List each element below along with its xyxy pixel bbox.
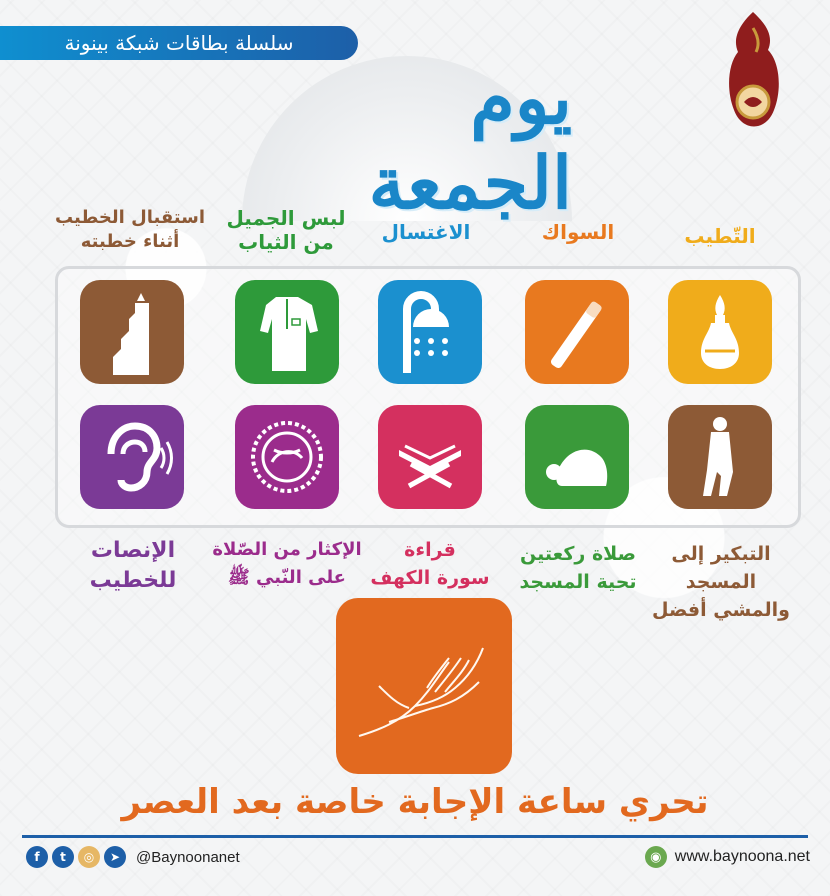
baynoona-logo [722, 10, 784, 150]
label-early-line1: التبكير إلى المسجد [671, 543, 771, 593]
facebook-icon[interactable]: f [26, 846, 48, 868]
tile-listening [80, 405, 184, 509]
tile-miswak [525, 280, 629, 384]
perfume-bottle-icon [677, 289, 763, 375]
series-banner-text: سلسلة بطاقات شبكة بينونة [64, 31, 294, 55]
tile-shower [378, 280, 482, 384]
tile-prayer [525, 405, 629, 509]
twitter-icon[interactable]: t [52, 846, 74, 868]
label-salawat [202, 536, 372, 592]
tile-perfume [668, 280, 772, 384]
label-khatib [55, 206, 205, 254]
label-clothes [211, 206, 361, 254]
label-perfume: التّطيب [684, 224, 756, 248]
prostrating-man-icon [534, 414, 620, 500]
minbar-icon [89, 289, 175, 375]
globe-icon: ◉ [645, 846, 667, 868]
walking-man-icon [677, 414, 763, 500]
social-handle[interactable]: @Baynoonanet [136, 848, 240, 866]
tile-minbar [80, 280, 184, 384]
tile-dua [336, 598, 512, 774]
label-tahiyyah-line1: صلاة ركعتين [520, 543, 636, 565]
label-clothes-line1: لبس الجميل [226, 206, 346, 230]
label-khatib-line1: استقبال الخطيب [54, 207, 205, 228]
social-links [26, 846, 240, 868]
tile-walking [668, 405, 772, 509]
thobe-icon [244, 289, 330, 375]
label-insat-line2: للخطيب [89, 568, 177, 593]
dua-caption: تحري ساعة الإجابة خاصة بعد العصر [121, 782, 709, 822]
label-ghusl: الاغتسال [381, 220, 471, 244]
label-tahiyyah [493, 540, 663, 596]
label-early-line2: والمشي أفضل [651, 599, 790, 621]
shower-icon [387, 289, 473, 375]
label-kahf-line2: سورة الكهف [370, 567, 490, 589]
label-miswak: السواك [541, 220, 615, 244]
tile-quran [378, 405, 482, 509]
label-insat [48, 536, 218, 596]
telegram-icon[interactable]: ➤ [104, 846, 126, 868]
label-salawat-line2: على النّبي ﷺ [228, 567, 346, 588]
website-link[interactable] [645, 846, 810, 868]
label-insat-line1: الإنصات [90, 538, 176, 563]
label-clothes-line2: من الثياب [238, 230, 334, 254]
listening-ear-icon [89, 414, 175, 500]
label-kahf-line1: قراءة [404, 539, 456, 561]
instagram-icon[interactable]: ◎ [78, 846, 100, 868]
label-salawat-line1: الإكثار من الصّلاة [212, 539, 362, 560]
label-tahiyyah-line2: تحية المسجد [519, 571, 637, 593]
label-khatib-line2: أثناء خطبته [80, 231, 180, 252]
calligraphy-icon [244, 414, 330, 500]
page-title: يوم الجمعة [368, 55, 572, 225]
praying-hands-icon [349, 626, 499, 746]
tile-salawat [235, 405, 339, 509]
tile-thobe [235, 280, 339, 384]
quran-stand-icon [387, 414, 473, 500]
footer-divider [22, 835, 808, 838]
miswak-icon [534, 289, 620, 375]
website-url[interactable]: www.baynoona.net [674, 848, 810, 865]
